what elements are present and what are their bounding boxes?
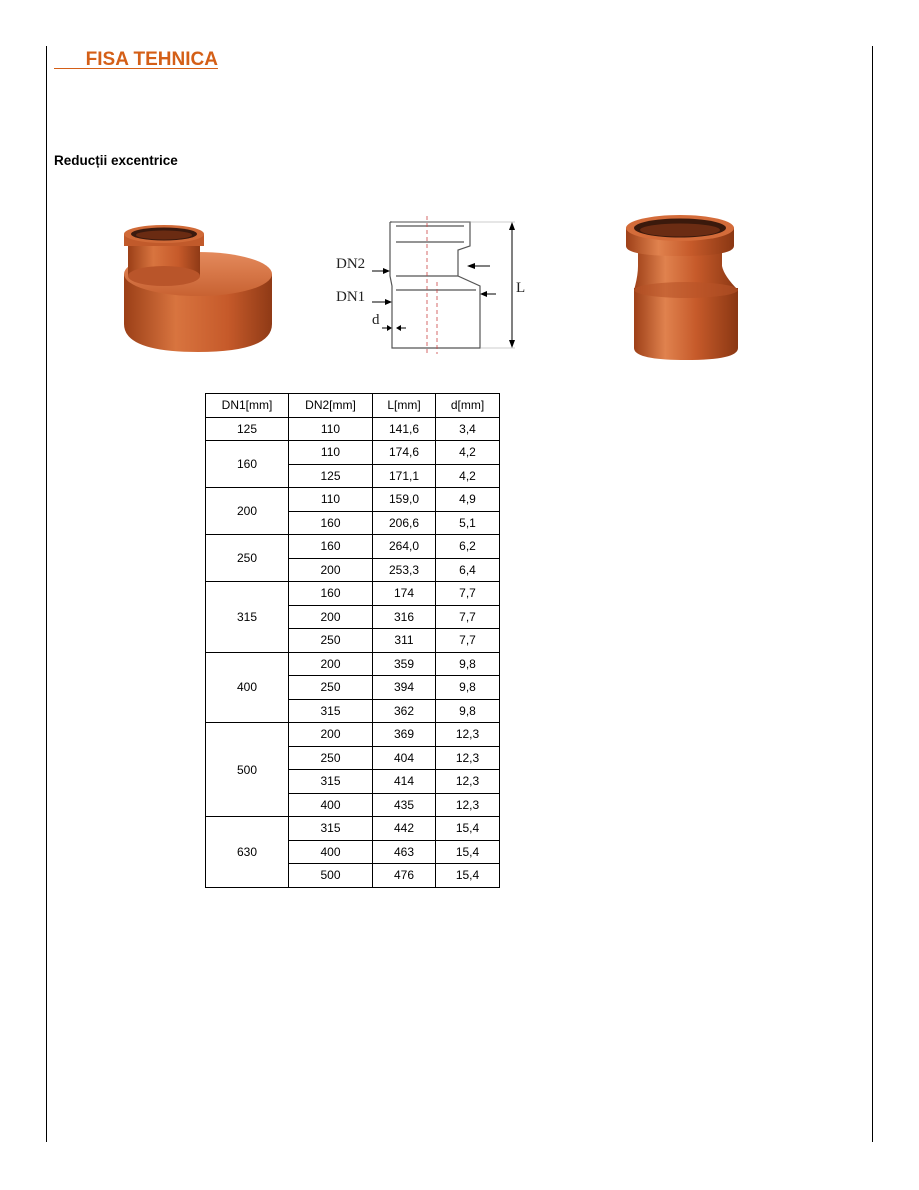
cell-dn2: 400 (289, 840, 373, 864)
cell-d: 15,4 (436, 840, 500, 864)
cell-dn2: 160 (289, 511, 373, 535)
cell-d: 7,7 (436, 629, 500, 653)
cell-d: 7,7 (436, 582, 500, 606)
cell-l: 435 (373, 793, 436, 817)
cell-l: 414 (373, 770, 436, 794)
cell-l: 174 (373, 582, 436, 606)
cell-dn2: 315 (289, 770, 373, 794)
page-border-right (872, 46, 873, 1142)
cell-dn2: 160 (289, 535, 373, 559)
section-heading: Reducții excentrice (54, 153, 178, 168)
cell-l: 253,3 (373, 558, 436, 582)
cell-dn1: 630 (206, 817, 289, 888)
cell-l: 369 (373, 723, 436, 747)
cell-d: 7,7 (436, 605, 500, 629)
table-row (206, 817, 500, 841)
cell-dn1: 250 (206, 535, 289, 582)
document-title: FISA TEHNICA (54, 49, 218, 70)
table-row (206, 535, 500, 559)
table-header-row (206, 394, 500, 418)
cell-d: 12,3 (436, 746, 500, 770)
cell-d: 5,1 (436, 511, 500, 535)
cell-dn2: 315 (289, 817, 373, 841)
cell-d: 4,9 (436, 488, 500, 512)
reducer-photo-front (618, 210, 753, 362)
cell-dn2: 200 (289, 723, 373, 747)
cell-d: 4,2 (436, 464, 500, 488)
cell-dn2: 110 (289, 417, 373, 441)
cell-l: 476 (373, 864, 436, 888)
cell-dn2: 250 (289, 629, 373, 653)
cell-d: 4,2 (436, 441, 500, 465)
cell-dn2: 200 (289, 605, 373, 629)
cell-dn2: 110 (289, 488, 373, 512)
cell-dn2: 400 (289, 793, 373, 817)
page-border-left (46, 46, 47, 1142)
cell-d: 9,8 (436, 676, 500, 700)
header-dn2: DN2[mm] (289, 394, 373, 418)
cell-l: 159,0 (373, 488, 436, 512)
table-row (206, 652, 500, 676)
reducer-photo-side (118, 224, 278, 356)
table-row (206, 582, 500, 606)
cell-dn1: 315 (206, 582, 289, 653)
cell-d: 15,4 (436, 864, 500, 888)
specifications-table (205, 393, 500, 888)
cell-d: 12,3 (436, 723, 500, 747)
cell-l: 174,6 (373, 441, 436, 465)
cell-d: 6,4 (436, 558, 500, 582)
cell-dn2: 500 (289, 864, 373, 888)
cell-d: 6,2 (436, 535, 500, 559)
cell-l: 394 (373, 676, 436, 700)
cell-dn2: 125 (289, 464, 373, 488)
header-d: d[mm] (436, 394, 500, 418)
cell-dn2: 250 (289, 746, 373, 770)
cell-dn1: 500 (206, 723, 289, 817)
cell-l: 264,0 (373, 535, 436, 559)
cell-l: 359 (373, 652, 436, 676)
cell-l: 463 (373, 840, 436, 864)
diagram-label-l: L (516, 280, 526, 296)
table-row (206, 417, 500, 441)
cell-dn2: 200 (289, 558, 373, 582)
cell-dn2: 160 (289, 582, 373, 606)
table-row (206, 441, 500, 465)
diagram-label-d: d (372, 312, 380, 328)
cell-d: 9,8 (436, 699, 500, 723)
cell-d: 12,3 (436, 770, 500, 794)
cell-dn1: 125 (206, 417, 289, 441)
cell-l: 442 (373, 817, 436, 841)
cell-d: 9,8 (436, 652, 500, 676)
cell-dn1: 400 (206, 652, 289, 723)
cell-l: 311 (373, 629, 436, 653)
cell-dn1: 200 (206, 488, 289, 535)
cell-dn2: 250 (289, 676, 373, 700)
cell-l: 404 (373, 746, 436, 770)
cell-l: 206,6 (373, 511, 436, 535)
reducer-technical-drawing (330, 212, 535, 358)
header-dn1: DN1[mm] (206, 394, 289, 418)
cell-l: 171,1 (373, 464, 436, 488)
diagram-label-dn2: DN2 (336, 256, 366, 272)
header-l: L[mm] (373, 394, 436, 418)
diagram-label-dn1: DN1 (336, 289, 366, 305)
cell-l: 316 (373, 605, 436, 629)
cell-dn2: 315 (289, 699, 373, 723)
cell-l: 362 (373, 699, 436, 723)
cell-dn1: 160 (206, 441, 289, 488)
cell-l: 141,6 (373, 417, 436, 441)
cell-d: 15,4 (436, 817, 500, 841)
cell-d: 12,3 (436, 793, 500, 817)
table-row (206, 723, 500, 747)
cell-dn2: 200 (289, 652, 373, 676)
cell-d: 3,4 (436, 417, 500, 441)
cell-dn2: 110 (289, 441, 373, 465)
table-row (206, 488, 500, 512)
